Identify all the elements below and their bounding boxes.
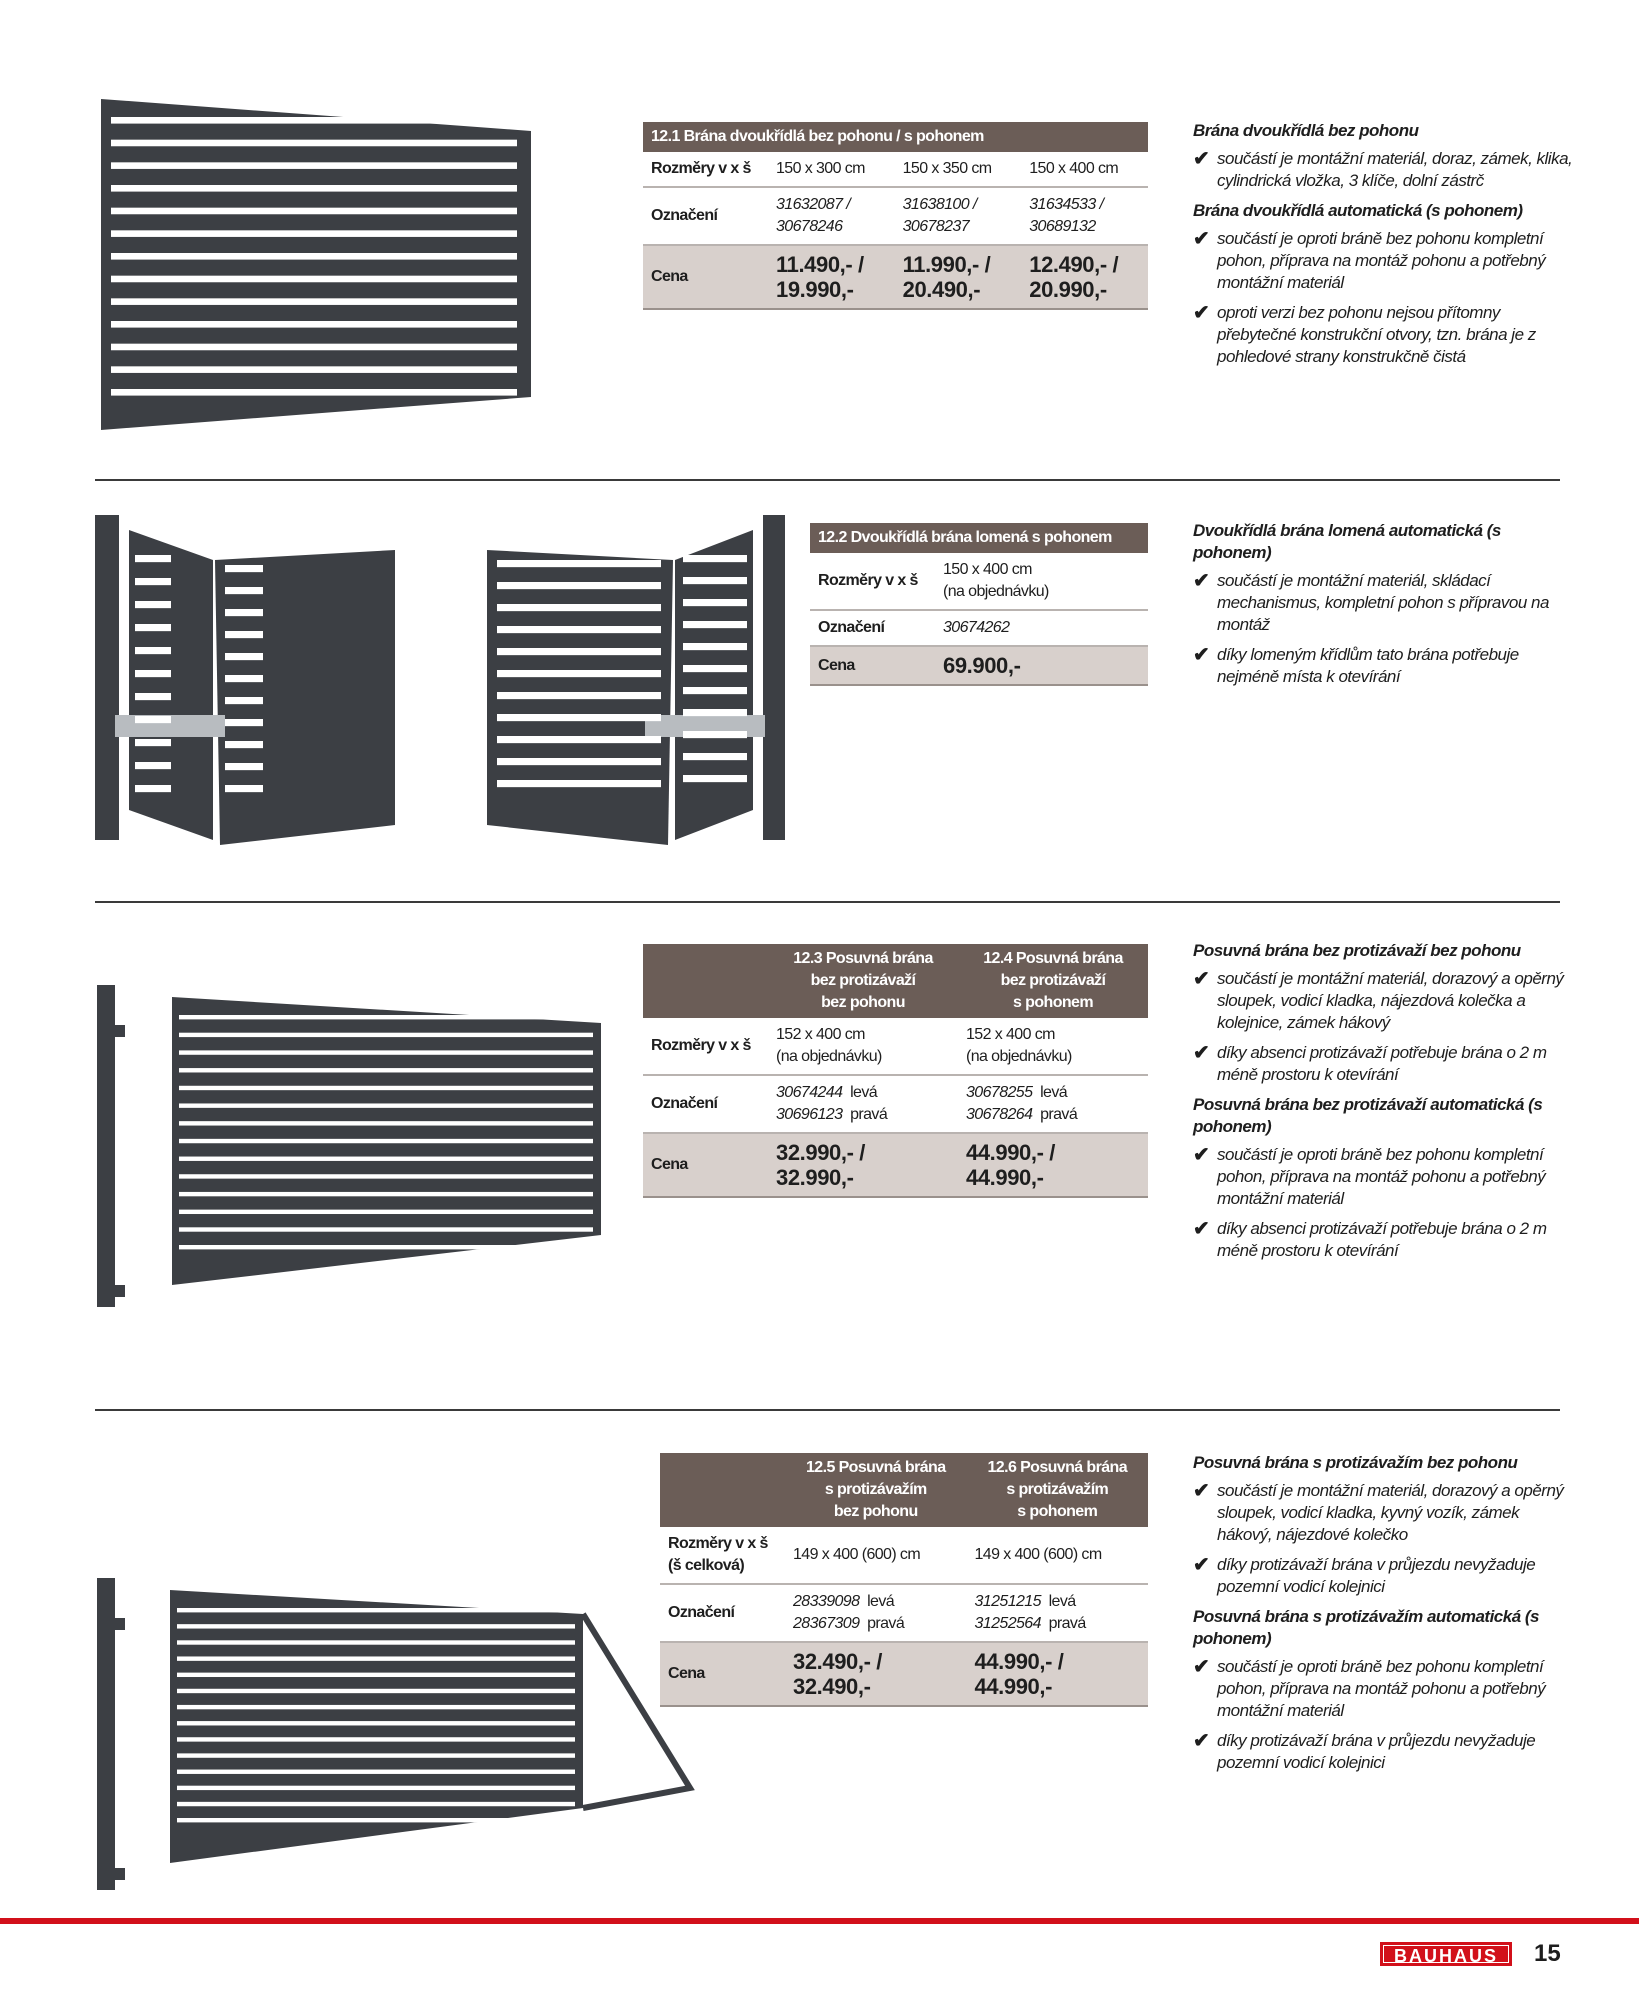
- gate-image-double-wing: [97, 97, 537, 432]
- check-icon: ✔: [1193, 228, 1210, 250]
- code: 30674262: [935, 610, 1148, 646]
- check-icon: ✔: [1193, 1656, 1210, 1678]
- gate-slat-gap: [111, 208, 517, 215]
- price: 44.990,- / 44.990,-: [967, 1642, 1149, 1706]
- bullet: ✔ součástí je oproti bráně bez pohonu kompletní pohon, příprava na montáž pohonu a potřebný montážní materiál: [1193, 1656, 1546, 1720]
- gate-slat-gap: [111, 162, 517, 169]
- gate-slat-gap: [225, 587, 263, 594]
- bullet: ✔ díky absenci protizávaží potřebuje brána o 2 m méně prostoru k otevírání: [1193, 1218, 1547, 1260]
- row-label: Rozměry v x š (š celková): [660, 1527, 785, 1584]
- bullet: ✔ součástí je oproti bráně bez pohonu kompletní pohon, příprava na montáž pohonu a potřebný montážní materiál: [1193, 228, 1546, 292]
- gate-slat-gap: [177, 1640, 575, 1644]
- gate-slat-gap: [177, 1786, 575, 1790]
- gate-slat-gap: [179, 1050, 593, 1054]
- check-icon: ✔: [1193, 1144, 1210, 1166]
- gate-slat-gap: [225, 675, 263, 682]
- size: 150 x 400 cm: [1021, 152, 1148, 187]
- column-header-12-4: 12.4 Posuvná brána bez protizávaží s pohonem: [958, 944, 1148, 1018]
- bauhaus-logo: BAUHAUS: [1380, 1942, 1512, 1966]
- gate-slat-gap: [497, 692, 661, 699]
- row-label: Rozměry v x š: [643, 152, 768, 187]
- gate-slat-gap: [135, 670, 171, 677]
- page-number: 15: [1534, 1940, 1561, 1967]
- bullet: ✔ oproti verzi bez pohonu nejsou přítomny přebytečné konstrukční otvory, tzn. brána je z pohledové strany konstrukčně čistá: [1193, 302, 1536, 366]
- size: 150 x 400 cm (na objednávku): [935, 553, 1148, 610]
- desc-heading: Posuvná brána s protizávažím automatická (s pohonem): [1193, 1607, 1540, 1648]
- bullet: ✔ součástí je oproti bráně bez pohonu kompletní pohon, příprava na montáž pohonu a potřebný montážní materiál: [1193, 1144, 1546, 1208]
- gate-slat-gap: [177, 1705, 575, 1709]
- gate-slat-gap: [111, 140, 517, 147]
- gate-slat-gap: [225, 653, 263, 660]
- gate-slat-gap: [179, 1103, 593, 1107]
- desc-heading: Posuvná brána bez protizávaží automatická (s pohonem): [1193, 1095, 1543, 1136]
- gate-slat-gap: [497, 758, 661, 765]
- spec-table-12-5-12-6: [660, 1453, 1148, 1707]
- desc-heading: Brána dvoukřídlá automatická (s pohonem): [1193, 201, 1523, 220]
- gate-slat-gap: [497, 648, 661, 655]
- gate-slat-gap: [225, 719, 263, 726]
- gate-slat-gap: [179, 1210, 593, 1214]
- gate-slat-gap: [683, 665, 747, 672]
- check-icon: ✔: [1193, 1218, 1210, 1240]
- gate-slat-gap: [497, 626, 661, 633]
- price: 44.990,- / 44.990,-: [958, 1133, 1148, 1197]
- gate-slat-gap: [177, 1753, 575, 1757]
- gate-slat-gap: [111, 185, 517, 192]
- price: 11.490,- / 19.990,-: [768, 245, 895, 309]
- gate-slat-gap: [683, 643, 747, 650]
- gate-slat-gap: [135, 624, 171, 631]
- price: 11.990,- / 20.490,-: [895, 245, 1022, 309]
- spec-table-12-2: [810, 523, 1148, 686]
- desc-heading: Brána dvoukřídlá bez pohonu: [1193, 121, 1419, 140]
- row-label: Označení: [643, 1075, 768, 1133]
- row-label: Cena: [810, 646, 935, 685]
- price: 32.490,- / 32.490,-: [785, 1642, 967, 1706]
- description-12-1: [1193, 120, 1573, 376]
- gate-slat-gap: [177, 1818, 575, 1822]
- row-label: Rozměry v x š: [810, 553, 935, 610]
- description-12-5-12-6: [1193, 1452, 1573, 1782]
- column-header-12-3: 12.3 Posuvná brána bez protizávaží bez pohonu: [768, 944, 958, 1018]
- size: 152 x 400 cm (na objednávku): [768, 1018, 958, 1075]
- table-title: 12.2 Dvoukřídlá brána lomená s pohonem: [810, 523, 1148, 553]
- gate-slat-gap: [179, 1227, 593, 1231]
- gate-slat-gap: [135, 693, 171, 700]
- spec-table-12-3-12-4: [643, 944, 1148, 1198]
- description-12-2: [1193, 520, 1573, 696]
- gate-slat-gap: [225, 565, 263, 572]
- gate-slat-gap: [111, 366, 517, 373]
- spec-table-12-1: [643, 122, 1148, 310]
- gate-slat-gap: [683, 577, 747, 584]
- code: 31634533 / 30689132: [1021, 187, 1148, 245]
- check-icon: ✔: [1193, 1730, 1210, 1752]
- bullet: ✔ díky protizávaží brána v průjezdu nevyžaduje pozemní vodicí kolejnici: [1193, 1554, 1536, 1596]
- gate-slat-gap: [135, 555, 171, 562]
- gate-slat-gap: [111, 253, 517, 260]
- row-label: Označení: [810, 610, 935, 646]
- code: 30674244 levá 30696123 pravá: [768, 1075, 958, 1133]
- gate-slat-gap: [683, 775, 747, 782]
- gate-slat-gap: [683, 599, 747, 606]
- code: 31632087 / 30678246: [768, 187, 895, 245]
- gate-slat-gap: [177, 1624, 575, 1628]
- gate-slat-gap: [177, 1673, 575, 1677]
- gate-slat-gap: [177, 1802, 575, 1806]
- check-icon: ✔: [1193, 148, 1210, 170]
- description-12-3-12-4: [1193, 940, 1573, 1270]
- gate-slat-gap: [111, 298, 517, 305]
- gate-slat-gap: [179, 1139, 593, 1143]
- gate-slat-gap: [179, 1015, 593, 1019]
- gate-image-cantilever: [95, 1578, 695, 1893]
- gate-slat-gap: [135, 601, 171, 608]
- gate-slat-gap: [683, 709, 747, 716]
- gate-slat-gap: [179, 1174, 593, 1178]
- gate-slat-gap: [179, 1157, 593, 1161]
- gate-slat-gap: [497, 780, 661, 787]
- check-icon: ✔: [1193, 302, 1210, 324]
- gate-image-folding-left: [95, 515, 405, 845]
- check-icon: ✔: [1193, 968, 1210, 990]
- gate-slat-gap: [497, 670, 661, 677]
- gate-slat-gap: [497, 714, 661, 721]
- gate-slat-gap: [177, 1689, 575, 1693]
- gate-slat-gap: [135, 762, 171, 769]
- gate-slat-gap: [177, 1737, 575, 1741]
- gate-slat-gap: [111, 344, 517, 351]
- gate-slat-gap: [683, 731, 747, 738]
- gate-slat-gap: [225, 697, 263, 704]
- gate-slat-gap: [179, 1086, 593, 1090]
- table-title: 12.1 Brána dvoukřídlá bez pohonu / s pohonem: [643, 122, 1148, 152]
- size: 150 x 350 cm: [895, 152, 1022, 187]
- size: 149 x 400 (600) cm: [785, 1527, 967, 1584]
- size: 152 x 400 cm (na objednávku): [958, 1018, 1148, 1075]
- bullet: ✔ díky absenci protizávaží potřebuje brána o 2 m méně prostoru k otevírání: [1193, 1042, 1547, 1084]
- code: 30678255 levá 30678264 pravá: [958, 1075, 1148, 1133]
- code: 31638100 / 30678237: [895, 187, 1022, 245]
- gate-slat-gap: [177, 1770, 575, 1774]
- gate-image-sliding: [95, 985, 605, 1310]
- gate-slat-gap: [683, 687, 747, 694]
- gate-slat-gap: [135, 785, 171, 792]
- gate-slat-gap: [497, 736, 661, 743]
- price: 32.990,- / 32.990,-: [768, 1133, 958, 1197]
- code: 31251215 levá 31252564 pravá: [967, 1584, 1149, 1642]
- gate-slat-gap: [111, 117, 517, 124]
- code: 28339098 levá 28367309 pravá: [785, 1584, 967, 1642]
- bullet: ✔ díky lomeným křídlům tato brána potřebuje nejméně místa k otevírání: [1193, 644, 1519, 686]
- gate-image-folding-right: [485, 515, 785, 845]
- gate-slat-gap: [497, 604, 661, 611]
- divider: [95, 479, 1560, 481]
- gate-slat-gap: [497, 560, 661, 567]
- gate-slat-gap: [179, 1033, 593, 1037]
- bullet: ✔ součástí je montážní materiál, dorazový a opěrný sloupek, vodicí kladka, nájezdová kolečka a kolejnice, zámek hákový: [1193, 968, 1564, 1032]
- bullet: ✔ součástí je montážní materiál, doraz, zámek, klika, cylindrická vložka, 3 klíče, dolní zástrč: [1193, 148, 1573, 190]
- gate-slat-gap: [225, 631, 263, 638]
- desc-heading: Posuvná brána bez protizávaží bez pohonu: [1193, 941, 1521, 960]
- gate-slat-gap: [135, 739, 171, 746]
- gate-slat-gap: [497, 582, 661, 589]
- gate-slat-gap: [135, 647, 171, 654]
- gate-slat-gap: [111, 230, 517, 237]
- gate-slat-gap: [177, 1721, 575, 1725]
- gate-slat-gap: [177, 1608, 575, 1612]
- check-icon: ✔: [1193, 1480, 1210, 1502]
- check-icon: ✔: [1193, 1042, 1210, 1064]
- bullet: ✔ součástí je montážní materiál, skládací mechanismus, kompletní pohon s přípravou na montáž: [1193, 570, 1549, 634]
- gate-slat-gap: [179, 1068, 593, 1072]
- column-header-12-5: 12.5 Posuvná brána s protizávažím bez pohonu: [785, 1453, 967, 1527]
- size: 150 x 300 cm: [768, 152, 895, 187]
- gate-slat-gap: [179, 1121, 593, 1125]
- gate-slat-gap: [135, 716, 171, 723]
- divider: [95, 1409, 1560, 1411]
- gate-slat-gap: [179, 1245, 593, 1249]
- row-label: Označení: [643, 187, 768, 245]
- footer-red-line: [0, 1918, 1639, 1924]
- column-header-12-6: 12.6 Posuvná brána s protizávažím s pohonem: [967, 1453, 1149, 1527]
- row-label: Označení: [660, 1584, 785, 1642]
- gate-slat-gap: [111, 389, 517, 396]
- check-icon: ✔: [1193, 1554, 1210, 1576]
- bullet: ✔ součástí je montážní materiál, dorazový a opěrný sloupek, vodicí kladka, kyvný vozík, zámek hákový, nájezdové kolečko: [1193, 1480, 1564, 1544]
- gate-slat-gap: [683, 621, 747, 628]
- bullet: ✔ díky protizávaží brána v průjezdu nevyžaduje pozemní vodicí kolejnici: [1193, 1730, 1536, 1772]
- gate-slat-gap: [225, 785, 263, 792]
- price: 12.490,- / 20.990,-: [1021, 245, 1148, 309]
- gate-slat-gap: [179, 1192, 593, 1196]
- gate-slat-gap: [135, 578, 171, 585]
- gate-slat-gap: [111, 321, 517, 328]
- row-label: Cena: [660, 1642, 785, 1706]
- check-icon: ✔: [1193, 644, 1210, 666]
- desc-heading: Dvoukřídlá brána lomená automatická (s pohonem): [1193, 521, 1501, 562]
- size: 149 x 400 (600) cm: [967, 1527, 1149, 1584]
- gate-slat-gap: [111, 276, 517, 283]
- gate-slat-gap: [683, 753, 747, 760]
- divider: [95, 901, 1560, 903]
- gate-slat-gap: [683, 555, 747, 562]
- price: 69.900,-: [935, 646, 1148, 685]
- row-label: Rozměry v x š: [643, 1018, 768, 1075]
- check-icon: ✔: [1193, 570, 1210, 592]
- gate-slat-gap: [177, 1656, 575, 1660]
- row-label: Cena: [643, 245, 768, 309]
- gate-slat-gap: [225, 741, 263, 748]
- gate-slat-gap: [225, 609, 263, 616]
- gate-slat-gap: [225, 763, 263, 770]
- desc-heading: Posuvná brána s protizávažím bez pohonu: [1193, 1453, 1518, 1472]
- row-label: Cena: [643, 1133, 768, 1197]
